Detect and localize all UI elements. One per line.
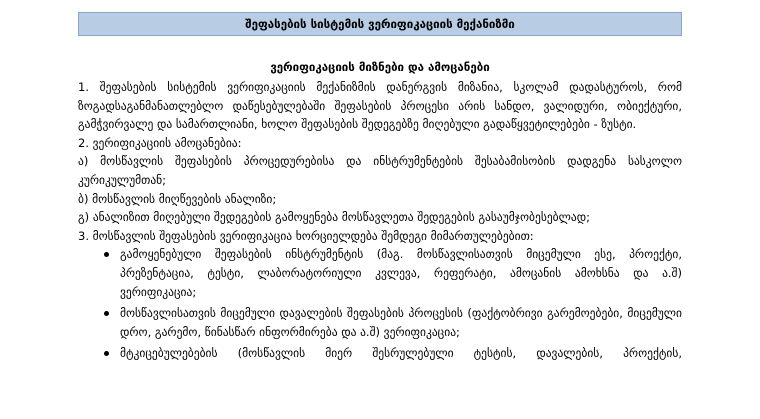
paragraph-goal: 1. შეფასების სისტემის ვერიფიკაციის მექანიზმის დანერგვის მიზანია, სკოლამ დადასტუროს, რომ ზოგადსაგანმანათლებლო დაწესებულებაში შეფასების პროცესი არის სანდო, ვალიდური, ობიექტური, გამჭვირვალე და სამართლიანი, ხოლო შეფასების შედეგებზე მიღებული გადაწყვეტილებები - ზუსტი. bbox=[78, 80, 682, 132]
document-body bbox=[78, 58, 682, 366]
directions-list bbox=[78, 245, 682, 363]
banner-title: შეფასების სისტემის ვერიფიკაციის მექანიზმი bbox=[245, 17, 515, 31]
section-title-banner bbox=[78, 12, 682, 36]
section-heading: ვერიფიკაციის მიზნები და ამოცანები bbox=[270, 60, 490, 74]
list-item bbox=[120, 304, 682, 341]
task-item-c: გ) ანალიზით მიღებული შედეგების გამოყენება მოსწავლეთა შედეგების გასაუმჯობესებლად; bbox=[78, 210, 590, 225]
task-item-b: ბ) მოსწავლის მიღწევების ანალიზი; bbox=[78, 191, 277, 206]
list-item bbox=[120, 344, 682, 363]
list-item-text: გამოყენებული შეფასების ინსტრუმენტის (მაგ. მოსწავლისათვის მიცემული ესე, პროექტი, პრეზენტაცია, ტესტი, ლაბორატორიული კვლევა, რეფერატი, ამოცანის ამოხსნა და ა.შ) ვერიფიკაცია; bbox=[120, 247, 682, 299]
bullet-icon bbox=[104, 311, 109, 316]
bullet-icon bbox=[104, 351, 109, 356]
list-item-text: მოსწავლისათვის მიცემული დავალების შეფასების პროცესის (ფაქტობრივი გარემოებები, მიცემული დრო, გარემო, წინასწარ ინფორმირება და ა.შ) ვერიფიკაცია; bbox=[120, 306, 682, 339]
paragraph-directions-intro: 3. მოსწავლის შეფასების ვერიფიკაცია ხორციელდება შემდეგი მიმართულებებით: bbox=[78, 228, 534, 243]
list-item bbox=[120, 245, 682, 301]
list-item-text: მტკიცებულებების (მოსწავლის მიერ შესრულებული ტესტის, დავალების, პროექტის, bbox=[120, 346, 682, 361]
paragraph-tasks-intro: 2. ვერიფიკაციის ამოცანებია: bbox=[78, 135, 242, 150]
task-item-a: ა) მოსწავლის შეფასების პროცედურებისა და ინსტრუმენტების შესაბამისობის დადგენა სასკოლო კურიკულუმთან; bbox=[78, 154, 682, 187]
bullet-icon bbox=[104, 252, 109, 257]
